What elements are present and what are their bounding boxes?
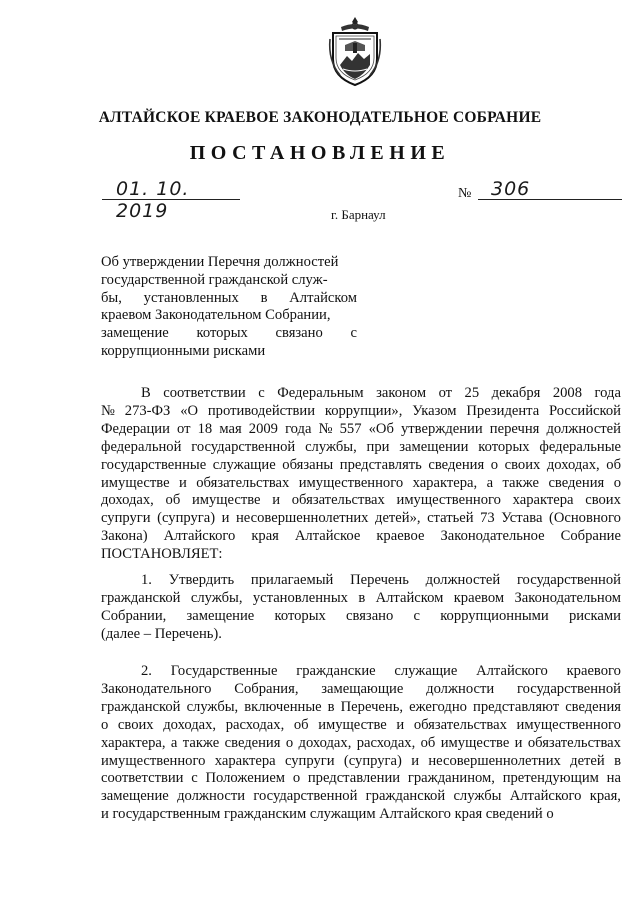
word: от — [177, 420, 191, 437]
word: и — [411, 752, 419, 769]
word: края — [251, 528, 279, 545]
word: государственной — [516, 680, 621, 697]
word: обязательствах — [527, 734, 621, 751]
word: в — [358, 589, 366, 606]
text-line — [101, 735, 621, 753]
word: несовершеннолетних — [235, 510, 369, 527]
word: (супруга) — [343, 752, 402, 769]
word: Государственные — [170, 663, 278, 679]
word: Перечень — [350, 572, 409, 588]
text-line — [101, 770, 621, 788]
text-line — [101, 510, 621, 528]
word: краевое — [376, 528, 425, 545]
text-line — [101, 421, 621, 439]
word: характера, — [101, 734, 166, 751]
word: доходах, — [163, 716, 217, 733]
word: Указом — [412, 402, 457, 419]
word: государственные — [101, 456, 207, 473]
word: Закона) — [101, 528, 148, 545]
word: (Основного — [548, 510, 621, 527]
text-line: и государственным гражданским служащим Алтайского края сведений о — [101, 806, 554, 823]
word: детей», — [375, 510, 421, 527]
word: Российской — [549, 402, 621, 419]
text-line — [101, 572, 621, 590]
word: 2. — [141, 663, 152, 679]
word: сведения — [428, 456, 485, 473]
word: представлении — [307, 770, 401, 787]
word: сведения — [224, 734, 281, 751]
subject-line: Об утверждении Перечня должностей — [101, 254, 339, 270]
word: № — [101, 402, 115, 419]
word: 273-ФЗ — [124, 402, 171, 419]
word: гражданской — [365, 788, 446, 805]
word: 2009 — [248, 420, 278, 437]
word: характера, — [412, 474, 478, 491]
word: а — [170, 734, 178, 751]
word: которых — [478, 438, 530, 455]
word: об — [165, 492, 181, 509]
word: прилагаемый — [250, 572, 334, 588]
word: и — [396, 716, 405, 733]
text-line — [101, 788, 621, 806]
word: Президента — [466, 402, 540, 419]
word: о — [285, 734, 294, 751]
word: супруги — [284, 752, 335, 769]
word: о — [292, 770, 301, 787]
word: доходах, — [298, 734, 352, 751]
word: включенные — [244, 698, 322, 715]
word: в — [614, 752, 621, 769]
word: также — [182, 734, 220, 751]
word: федеральной — [101, 438, 182, 455]
word: 73 — [480, 510, 495, 527]
word: года — [594, 385, 621, 401]
word: имущественного — [101, 752, 206, 769]
item-1-paragraph — [101, 572, 621, 644]
word: замещение — [186, 607, 255, 624]
word: замещение — [101, 788, 169, 805]
word: службы, — [190, 589, 243, 606]
text-line — [101, 590, 621, 608]
word: законом — [376, 385, 427, 401]
word: Устава — [501, 510, 543, 527]
item-2-paragraph — [101, 663, 621, 824]
word: гражданином, — [407, 770, 495, 787]
word: о — [101, 716, 109, 733]
word: представляют — [473, 698, 560, 715]
date-underline — [102, 199, 240, 200]
word: детей — [570, 752, 605, 769]
subject-word: замещение — [101, 325, 169, 342]
word: края, — [589, 788, 621, 805]
text-line — [101, 663, 621, 681]
word: службы — [453, 788, 502, 805]
word: также — [502, 474, 539, 491]
word: представлять — [339, 456, 422, 473]
word: претендующим — [502, 770, 599, 787]
word: своих — [504, 456, 541, 473]
word: об — [606, 456, 621, 473]
word: Федеральным — [277, 385, 364, 401]
word: имущественного — [516, 716, 621, 733]
word: сведения — [565, 698, 621, 715]
word: Законодательного — [101, 680, 212, 697]
word: Федерации — [101, 420, 170, 437]
word: которых — [274, 607, 326, 624]
word: утверждении — [401, 420, 483, 437]
subject-word: бы, — [101, 289, 122, 306]
subject-word: с — [350, 325, 357, 342]
word: на — [606, 770, 621, 787]
word: гражданской — [101, 698, 181, 715]
text-line — [101, 753, 621, 771]
document-date — [102, 178, 240, 222]
text-line — [101, 475, 621, 493]
word: должностей — [425, 572, 501, 588]
subject-word: в — [260, 289, 268, 306]
word: мая — [219, 420, 242, 437]
word: коррупционными — [440, 607, 549, 624]
text-line — [101, 717, 621, 735]
text-line: ПОСТАНОВЛЯЕТ: — [101, 546, 223, 563]
text-line — [101, 457, 621, 475]
preamble-paragraph — [101, 385, 621, 564]
subject-word: Алтайском — [289, 289, 357, 306]
word: Собрании, — [101, 607, 167, 624]
handwritten-number: 306 — [491, 178, 531, 200]
number-underline — [478, 199, 622, 200]
word: перечня — [489, 420, 540, 437]
word: соответствии — [163, 385, 246, 401]
document-type: ПОСТАНОВЛЕНИЕ — [189, 142, 451, 164]
word: 1. — [141, 572, 152, 588]
word: службы, — [186, 698, 239, 715]
word: имуществе — [191, 492, 261, 509]
word: 18 — [197, 420, 213, 437]
document-subject — [101, 254, 357, 361]
subject-line: государственной гражданской служ- — [101, 271, 328, 288]
word: имущественного — [298, 474, 404, 491]
word: а — [486, 474, 494, 491]
word: и — [221, 510, 230, 527]
word: доходах, — [546, 456, 600, 473]
word: гражданской — [101, 589, 181, 606]
word: № — [318, 420, 333, 437]
word: с — [413, 607, 420, 624]
word: своих — [585, 492, 621, 509]
word: сведения — [548, 474, 605, 491]
text-line — [101, 681, 621, 699]
word: об — [293, 716, 309, 733]
word: о — [613, 474, 621, 491]
word: службы, — [305, 438, 357, 455]
word: должности — [177, 788, 246, 805]
word: Перечень, — [340, 698, 403, 715]
word: характера — [512, 492, 574, 509]
word: замещающие — [321, 680, 404, 697]
word: характера — [214, 752, 276, 769]
word: должности — [426, 680, 495, 697]
word: обязательствах — [196, 474, 290, 491]
word: при — [366, 438, 390, 455]
word: 25 — [464, 385, 480, 401]
text-line — [101, 608, 621, 626]
word: и — [272, 492, 281, 509]
word: 557 — [339, 420, 362, 437]
subject-line — [101, 325, 357, 343]
word: в — [327, 698, 335, 715]
word: года — [285, 420, 312, 437]
text-line — [101, 385, 621, 403]
word: государственной — [516, 572, 621, 588]
word: и — [179, 474, 187, 491]
word: Утвердить — [168, 572, 235, 588]
subject-line: коррупционными рисками — [101, 342, 266, 359]
word: статьей — [427, 510, 474, 527]
word: «О — [180, 402, 199, 419]
word: соответствии — [101, 770, 184, 787]
word: расходах, — [356, 734, 416, 751]
word: о — [490, 456, 499, 473]
word: обязательствах — [413, 716, 507, 733]
word: ежегодно — [409, 698, 467, 715]
word: Алтайское — [294, 528, 361, 545]
word: имущественного — [396, 492, 501, 509]
document-number — [478, 178, 622, 202]
number-sign: № — [458, 186, 472, 201]
word: должностей — [546, 420, 621, 437]
word: обязательствах — [291, 492, 385, 509]
word: связано — [346, 607, 394, 624]
word: краевого — [566, 663, 621, 679]
text-line — [101, 439, 621, 457]
word: обязаны — [282, 456, 334, 473]
word: от — [438, 385, 453, 401]
word: расходах, — [225, 716, 285, 733]
word: замещении — [399, 438, 469, 455]
text-line — [101, 403, 621, 421]
word: Алтайского — [509, 788, 582, 805]
word: В — [141, 385, 151, 401]
word: коррупции», — [324, 402, 403, 419]
word: 2008 — [552, 385, 583, 401]
word: противодействии — [207, 402, 316, 419]
word: декабря — [491, 385, 541, 401]
word: государственной — [191, 438, 296, 455]
word: служащие — [394, 663, 458, 679]
subject-line — [101, 290, 357, 308]
word: Алтайского — [476, 663, 548, 679]
word: Алтайского — [163, 528, 236, 545]
subject-word: которых — [196, 325, 248, 342]
word: «Об — [368, 420, 394, 437]
word: государственной — [253, 788, 358, 805]
word: Собрания, — [234, 680, 299, 697]
word: несовершеннолетних — [428, 752, 561, 769]
city: г. Барнаул — [331, 207, 386, 222]
organization-title: АЛТАЙСКОЕ КРАЕВОЕ ЗАКОНОДАТЕЛЬНОЕ СОБРАНИЕ — [98, 109, 542, 126]
text-line — [101, 699, 621, 717]
word: супруги — [101, 510, 151, 527]
word: своих — [117, 716, 154, 733]
word: доходах, — [101, 492, 154, 509]
word: Законодательном — [514, 589, 621, 606]
word: Законодательное — [440, 528, 545, 545]
word: гражданские — [296, 663, 376, 679]
subject-word: связано — [275, 325, 323, 342]
word: установленных — [252, 589, 348, 606]
subject-word: установленных — [143, 289, 239, 306]
word: имуществе — [101, 474, 170, 491]
word: (супруга) — [157, 510, 216, 527]
word: Алтайском — [375, 589, 444, 606]
word: об — [420, 734, 436, 751]
word: с — [258, 385, 265, 401]
text-line — [101, 492, 621, 510]
word: с — [191, 770, 198, 787]
word: Собрание — [560, 528, 621, 545]
word: краевом — [453, 589, 505, 606]
word: рисками — [568, 607, 621, 624]
word: федеральные — [539, 438, 621, 455]
word: и — [514, 734, 523, 751]
text-line: (далее – Перечень). — [101, 625, 222, 642]
altai-coat-of-arms-icon — [327, 15, 383, 87]
subject-line: краевом Законодательном Собрании, — [101, 307, 331, 324]
word: имуществе — [440, 734, 510, 751]
handwritten-date: 01. 10. 2019 — [116, 178, 190, 222]
word: Положением — [205, 770, 286, 787]
text-line — [101, 528, 621, 546]
word: служащие — [212, 456, 276, 473]
word: имуществе — [318, 716, 387, 733]
